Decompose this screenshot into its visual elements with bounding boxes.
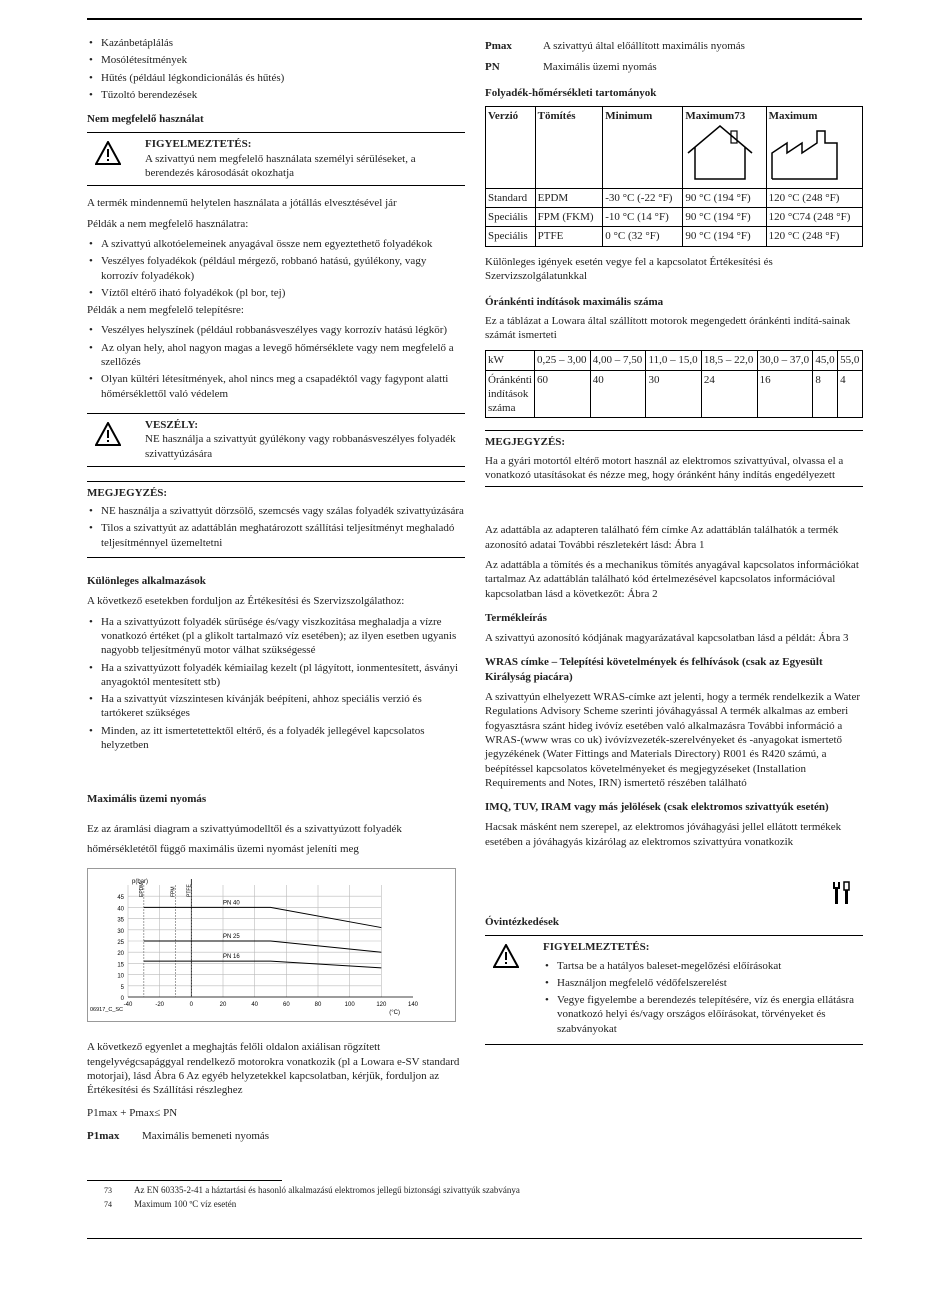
wras-heading: WRAS címke – Telepítési követelmények és felhívások (csak az Egyesült Királyság piacára): [485, 656, 823, 683]
y-axis-label: p(bar): [132, 879, 149, 886]
right-column: [485, 38, 863, 1055]
footnote: [87, 1185, 587, 1197]
table-cell: 30: [646, 370, 701, 418]
table-cell: 90 °C (194 °F): [683, 227, 766, 246]
table-header: Minimum: [603, 106, 683, 188]
table-cell: Óránkénti indítások száma: [486, 370, 535, 418]
chart-code-label: 06917_C_SC: [90, 1007, 124, 1014]
table-cell: 18,5 – 22,0: [701, 351, 757, 370]
footnotes: [87, 1180, 587, 1212]
table-cell: PTFE: [535, 227, 603, 246]
list-item: • NE használja a szivattyút dörzsölő, szemcsés vagy szálas folyadék szivattyúzására: [87, 504, 465, 518]
warning-title: FIGYELMEZTETÉS:: [543, 941, 650, 954]
list-item: • Használjon megfelelő védőfelszerelést: [543, 976, 863, 990]
wras-paragraph: A szivattyún elhelyezett WRAS-címke azt jelenti, hogy a termék rendelkezik a Water Regulations Advisory Scheme szerinti jóváhagyással A termék alkalmas az emberi fogyasztásra szánt hideg ivóvíz esetében való alkalmazásra További információ a WRAS-(www wras co uk) ivóvízvezeték-szerelvényeket és -anyagokat ismertető jegyzékének (Water Fittings and Materials Directory) R001 és R420 számú, a beépítéssel kapcsolatos követelményeket és megjegyzéseket (Installation Requirements and Notes, IRN) ismertető részében található: [485, 691, 861, 789]
equation: P1max + Pmax≤ PN: [87, 1106, 178, 1119]
y-tick-label: 0: [120, 996, 124, 1003]
warning-box: [87, 132, 465, 186]
table-cell: -30 °C (-22 °F): [603, 188, 683, 207]
series-line: [144, 962, 382, 969]
list-item: • Veszélyes folyadékok (például mérgező, robbanó hatású, gyúlékony, vagy korrozív folyadékok): [87, 254, 465, 283]
y-tick-label: 45: [117, 895, 124, 902]
x-tick-label: 60: [282, 1002, 290, 1009]
bottom-rule: [87, 1238, 862, 1239]
list-item: • Olyan kültéri létesítmények, ahol nincs meg a csapadéktól vagy fagypont alatti hőmérséklettől való védelem: [87, 372, 465, 401]
table-cell: FPM (FKM): [535, 208, 603, 227]
list-item: • Víztől eltérő iható folyadékok (pl bor, tej): [87, 286, 465, 300]
table-header-label: Maximum: [768, 109, 818, 122]
table-cell: EPDM: [535, 188, 603, 207]
danger-text: NE használja a szivattyút gyúlékony vagy robbanásveszélyes folyadék szivattyúzására: [145, 433, 456, 460]
list-item: • Ha a szivattyúzott folyadék kémiailag kezelt (pl lágyított, ionmentesített, ásványi anyagoktól mentesített stb): [87, 661, 465, 690]
series-line: [144, 941, 382, 952]
y-tick-label: 10: [117, 973, 124, 980]
warning-triangle-icon: [95, 422, 121, 446]
pn-definition: Maximális üzemi nyomás: [543, 61, 657, 74]
table-header-industrial: [766, 106, 862, 188]
table-cell: 0 °C (32 °F): [603, 227, 683, 246]
list-item: • Vegye figyelembe a berendezés telepítésére, víz és energia ellátásra vonatkozó helyi és/vagy országos előírásokat, törvényeket és szabványokat: [543, 993, 863, 1036]
table-cell: 120 °C74 (248 °F): [766, 208, 862, 227]
list-item: • A szivattyú alkotóelemeinek anyagával össze nem egyeztethető folyadékok: [87, 237, 465, 251]
factory-icon: [769, 123, 841, 181]
y-tick-label: 30: [117, 929, 124, 936]
precautions-header-area: [485, 855, 863, 915]
note-list: [87, 504, 465, 550]
install-list: [87, 323, 465, 400]
footnote-number: 73: [104, 1186, 112, 1195]
list-item: • Ha a szivattyúzott folyadék sűrűsége és/vagy viszkozitása meghaladja a vízre vonatkozó értéket (pl a glikolt tartalmazó víz esetében); az ilyen esetben ugyanis nagyobb teljesítményű motor válhat szükségessé: [87, 615, 465, 658]
footnote: [87, 1199, 587, 1211]
table-cell: 4,00 – 7,50: [590, 351, 646, 370]
x-tick-label: 80: [314, 1002, 322, 1009]
table-cell: 4: [838, 370, 863, 418]
temperature-heading: Folyadék-hőmérsékleti tartományok: [485, 86, 657, 99]
note-title: MEGJEGYZÉS:: [485, 436, 566, 449]
series-line: [144, 908, 382, 928]
list-item: • Ha a szivattyút vízszintesen kívánják beépíteni, ahhoz speciális verzió és tartókeret szükséges: [87, 692, 465, 721]
nameplate-paragraph-1: Az adattábla az adapteren található fém címke Az adattáblán találhatók a termék azonosító adatai További részletekért lásd: Ábra 1: [485, 524, 839, 551]
misuse-list: [87, 237, 465, 300]
table-cell: 24: [701, 370, 757, 418]
imq-paragraph: Hacsak másként nem szerepel, az elektromos jóváhagyási jellel ellátott termékek esetében a jóváhagyás kizárólag az elektromos szivattyúra vonatkozik: [485, 821, 842, 848]
temperature-table: [485, 106, 863, 247]
table-cell: 8: [813, 370, 838, 418]
footnote-text: Az EN 60335-2-41 a háztartási és hasonló alkalmazású elektromos jellegű biztonsági szivattyúk szabványa: [134, 1185, 520, 1195]
top-rule: [87, 18, 862, 20]
warning-box: [485, 935, 863, 1045]
note-title: MEGJEGYZÉS:: [87, 486, 168, 499]
table-header-label: Maximum73: [685, 109, 746, 122]
pmax-definition: A szivattyú által előállított maximális nyomás: [543, 40, 745, 52]
note-box: [87, 481, 465, 558]
warning-text: A szivattyú nem megfelelő használata személyi sérüléseket, a berendezés károsodását okozhatja: [145, 152, 416, 180]
x-axis-label: (°C): [389, 1010, 400, 1017]
table-cell: Speciális: [486, 208, 536, 227]
table-cell: 30,0 – 37,0: [757, 351, 813, 370]
table-cell: 90 °C (194 °F): [683, 208, 766, 227]
table-cell: kW: [486, 351, 535, 370]
y-tick-label: 35: [117, 917, 124, 924]
pressure-definitions: [485, 38, 863, 76]
table-cell: Standard: [486, 188, 536, 207]
misuse-paragraph: A termék mindennemű helytelen használata a jótállás elvesztésével jár: [87, 197, 397, 210]
x-tick-label: 20: [219, 1002, 227, 1009]
list-item: • Minden, az itt ismertetettektől eltérő, és a folyadék jellegével kapcsolatos helyzetben: [87, 724, 465, 753]
footnote-rule: [87, 1180, 282, 1181]
x-tick-label: 120: [376, 1002, 387, 1009]
y-tick-label: 25: [117, 940, 124, 947]
special-list: [87, 615, 465, 753]
left-column: [87, 36, 465, 1144]
temperature-note: Különleges igények esetén vegye fel a kapcsolatot Értékesítési és Szervizszolgálatunkkal: [485, 255, 773, 283]
precautions-heading: Óvintézkedések: [485, 915, 559, 928]
footnote-number: 74: [104, 1199, 112, 1209]
table-cell: 60: [534, 370, 590, 418]
misuse-examples-intro: Példák a nem megfelelő használatra:: [87, 217, 249, 230]
table-cell: -10 °C (14 °F): [603, 208, 683, 227]
table-cell: 90 °C (194 °F): [683, 188, 766, 207]
max-pressure-heading: Maximális üzemi nyomás: [87, 793, 207, 806]
tools-icon: [831, 881, 853, 905]
max-pressure-paragraph: Ez az áramlási diagram a szivattyúmodelltől és a szivattyúzott folyadék hőmérsékletétől függő maximális üzemi nyomást jeleníti meg: [87, 822, 402, 856]
pn-label: PN: [485, 61, 500, 74]
imq-heading: IMQ, TUV, IRAM vagy más jelölések (csak elektromos szivattyúk esetén): [485, 801, 829, 814]
x-tick-label: 40: [251, 1002, 259, 1009]
note-text: Ha a gyári motortól eltérő motort használ az elektromos szivattyúval, olvassa el a vonatkozó utasításokat és nézze meg, hogy óránként hány indítás engedélyezett: [485, 454, 844, 482]
table-cell: 0,25 – 3,00: [534, 351, 590, 370]
list-item: • Mosólétesítmények: [87, 53, 465, 67]
applications-list: [87, 36, 465, 102]
product-heading: Termékleírás: [485, 611, 547, 624]
table-cell: 40: [590, 370, 646, 418]
table-header: Tömítés: [535, 106, 603, 188]
install-examples-intro: Példák a nem megfelelő telepítésre:: [87, 304, 244, 317]
table-cell: 120 °C (248 °F): [766, 227, 862, 246]
y-tick-label: 5: [120, 985, 124, 992]
list-item: • Tűzoltó berendezések: [87, 88, 465, 102]
danger-box: [87, 413, 465, 467]
p1max-definition-text: Maximális bemeneti nyomás: [142, 1129, 270, 1142]
material-label: FPM: [170, 886, 177, 898]
note-box: [485, 430, 863, 487]
series-label: PN 16: [223, 954, 240, 961]
list-item: • Tartsa be a hatályos baleset-megelőzési előírásokat: [543, 959, 863, 973]
table-cell: 16: [757, 370, 813, 418]
y-tick-label: 20: [117, 951, 124, 958]
list-item: • Kazánbetáplálás: [87, 36, 465, 50]
special-heading: Különleges alkalmazások: [87, 575, 206, 588]
y-tick-label: 15: [117, 962, 124, 969]
series-label: PN 40: [223, 900, 240, 907]
starts-paragraph: Ez a táblázat a Lowara által szállított motorok megengedett óránkénti indítá-sainak számát ismerteti: [485, 314, 851, 341]
x-tick-label: 0: [189, 1002, 194, 1009]
p1max-definition: [87, 1128, 465, 1144]
pressure-chart-svg: [88, 869, 455, 1021]
warning-triangle-icon: [95, 141, 121, 165]
x-tick-label: 140: [407, 1002, 419, 1009]
material-label: EPDM: [138, 882, 145, 898]
misuse-heading: Nem megfelelő használat: [87, 113, 204, 126]
starts-heading: Óránkénti indítások maximális száma: [485, 296, 664, 309]
pmax-label: Pmax: [485, 40, 512, 52]
warning-triangle-icon: [493, 944, 519, 968]
special-paragraph: A következő esetekben forduljon az Értékesítési és Szervizszolgálathoz:: [87, 595, 405, 608]
warning-title: FIGYELMEZTETÉS:: [145, 138, 252, 151]
list-item: • Veszélyes helyszínek (például robbanásveszélyes vagy korrozív hatású légkör): [87, 323, 465, 337]
table-cell: Speciális: [486, 227, 536, 246]
equation-intro-paragraph: A következő egyenlet a meghajtás felőli oldalon axiálisan rögzített tengelyvégcsapággyal rendelkező motorokra vonatkozik (pl a Lowara e-SV standard motorjai), lásd Ábra 6 Az egyéb helyzetekkel kapcsolatban, kérjük, forduljon az Értékesítési és Szállítási részleghez: [87, 1041, 460, 1097]
footnote-text: Maximum 100 ºC víz esetén: [134, 1198, 237, 1209]
table-header-domestic: [683, 106, 766, 188]
y-tick-label: 40: [117, 906, 124, 913]
table-cell: 45,0: [813, 351, 838, 370]
material-label: PTFE: [186, 884, 193, 898]
table-cell: 55,0: [838, 351, 863, 370]
nameplate-paragraph-2: Az adattábla a tömítés és a mechanikus tömítés anyagával kapcsolatos információkat tartalmaz Az adattáblán található kód értelmezésével kapcsolatos információval kapcsolatban lásd a következőt: Ábra 2: [485, 558, 859, 600]
list-item: • Tilos a szivattyút az adattáblán meghatározott szállítási teljesítményt meghaladó teljesítménnyel üzemeltetni: [87, 521, 465, 550]
series-label: PN 25: [223, 934, 240, 941]
x-tick-label: -20: [155, 1002, 165, 1009]
house-icon: [685, 123, 755, 181]
list-item: • Az olyan hely, ahol nagyon magas a levegő hőmérséklete vagy nem megfelelő a szellőzés: [87, 341, 465, 370]
pressure-chart: [87, 868, 456, 1022]
product-paragraph: A szivattyú azonosító kódjának magyarázatával kapcsolatban lásd a példát: Ábra 3: [485, 632, 849, 645]
x-tick-label: 100: [344, 1002, 355, 1009]
list-item: • Hűtés (például légkondicionálás és hűtés): [87, 71, 465, 85]
warning-list: [543, 959, 863, 1036]
x-tick-label: -40: [123, 1002, 133, 1009]
table-header: Verzió: [486, 106, 536, 188]
starts-table: [485, 350, 863, 418]
danger-title: VESZÉLY:: [145, 418, 198, 431]
table-cell: 11,0 – 15,0: [646, 351, 701, 370]
table-cell: 120 °C (248 °F): [766, 188, 862, 207]
p1max-label: P1max: [87, 1129, 120, 1142]
